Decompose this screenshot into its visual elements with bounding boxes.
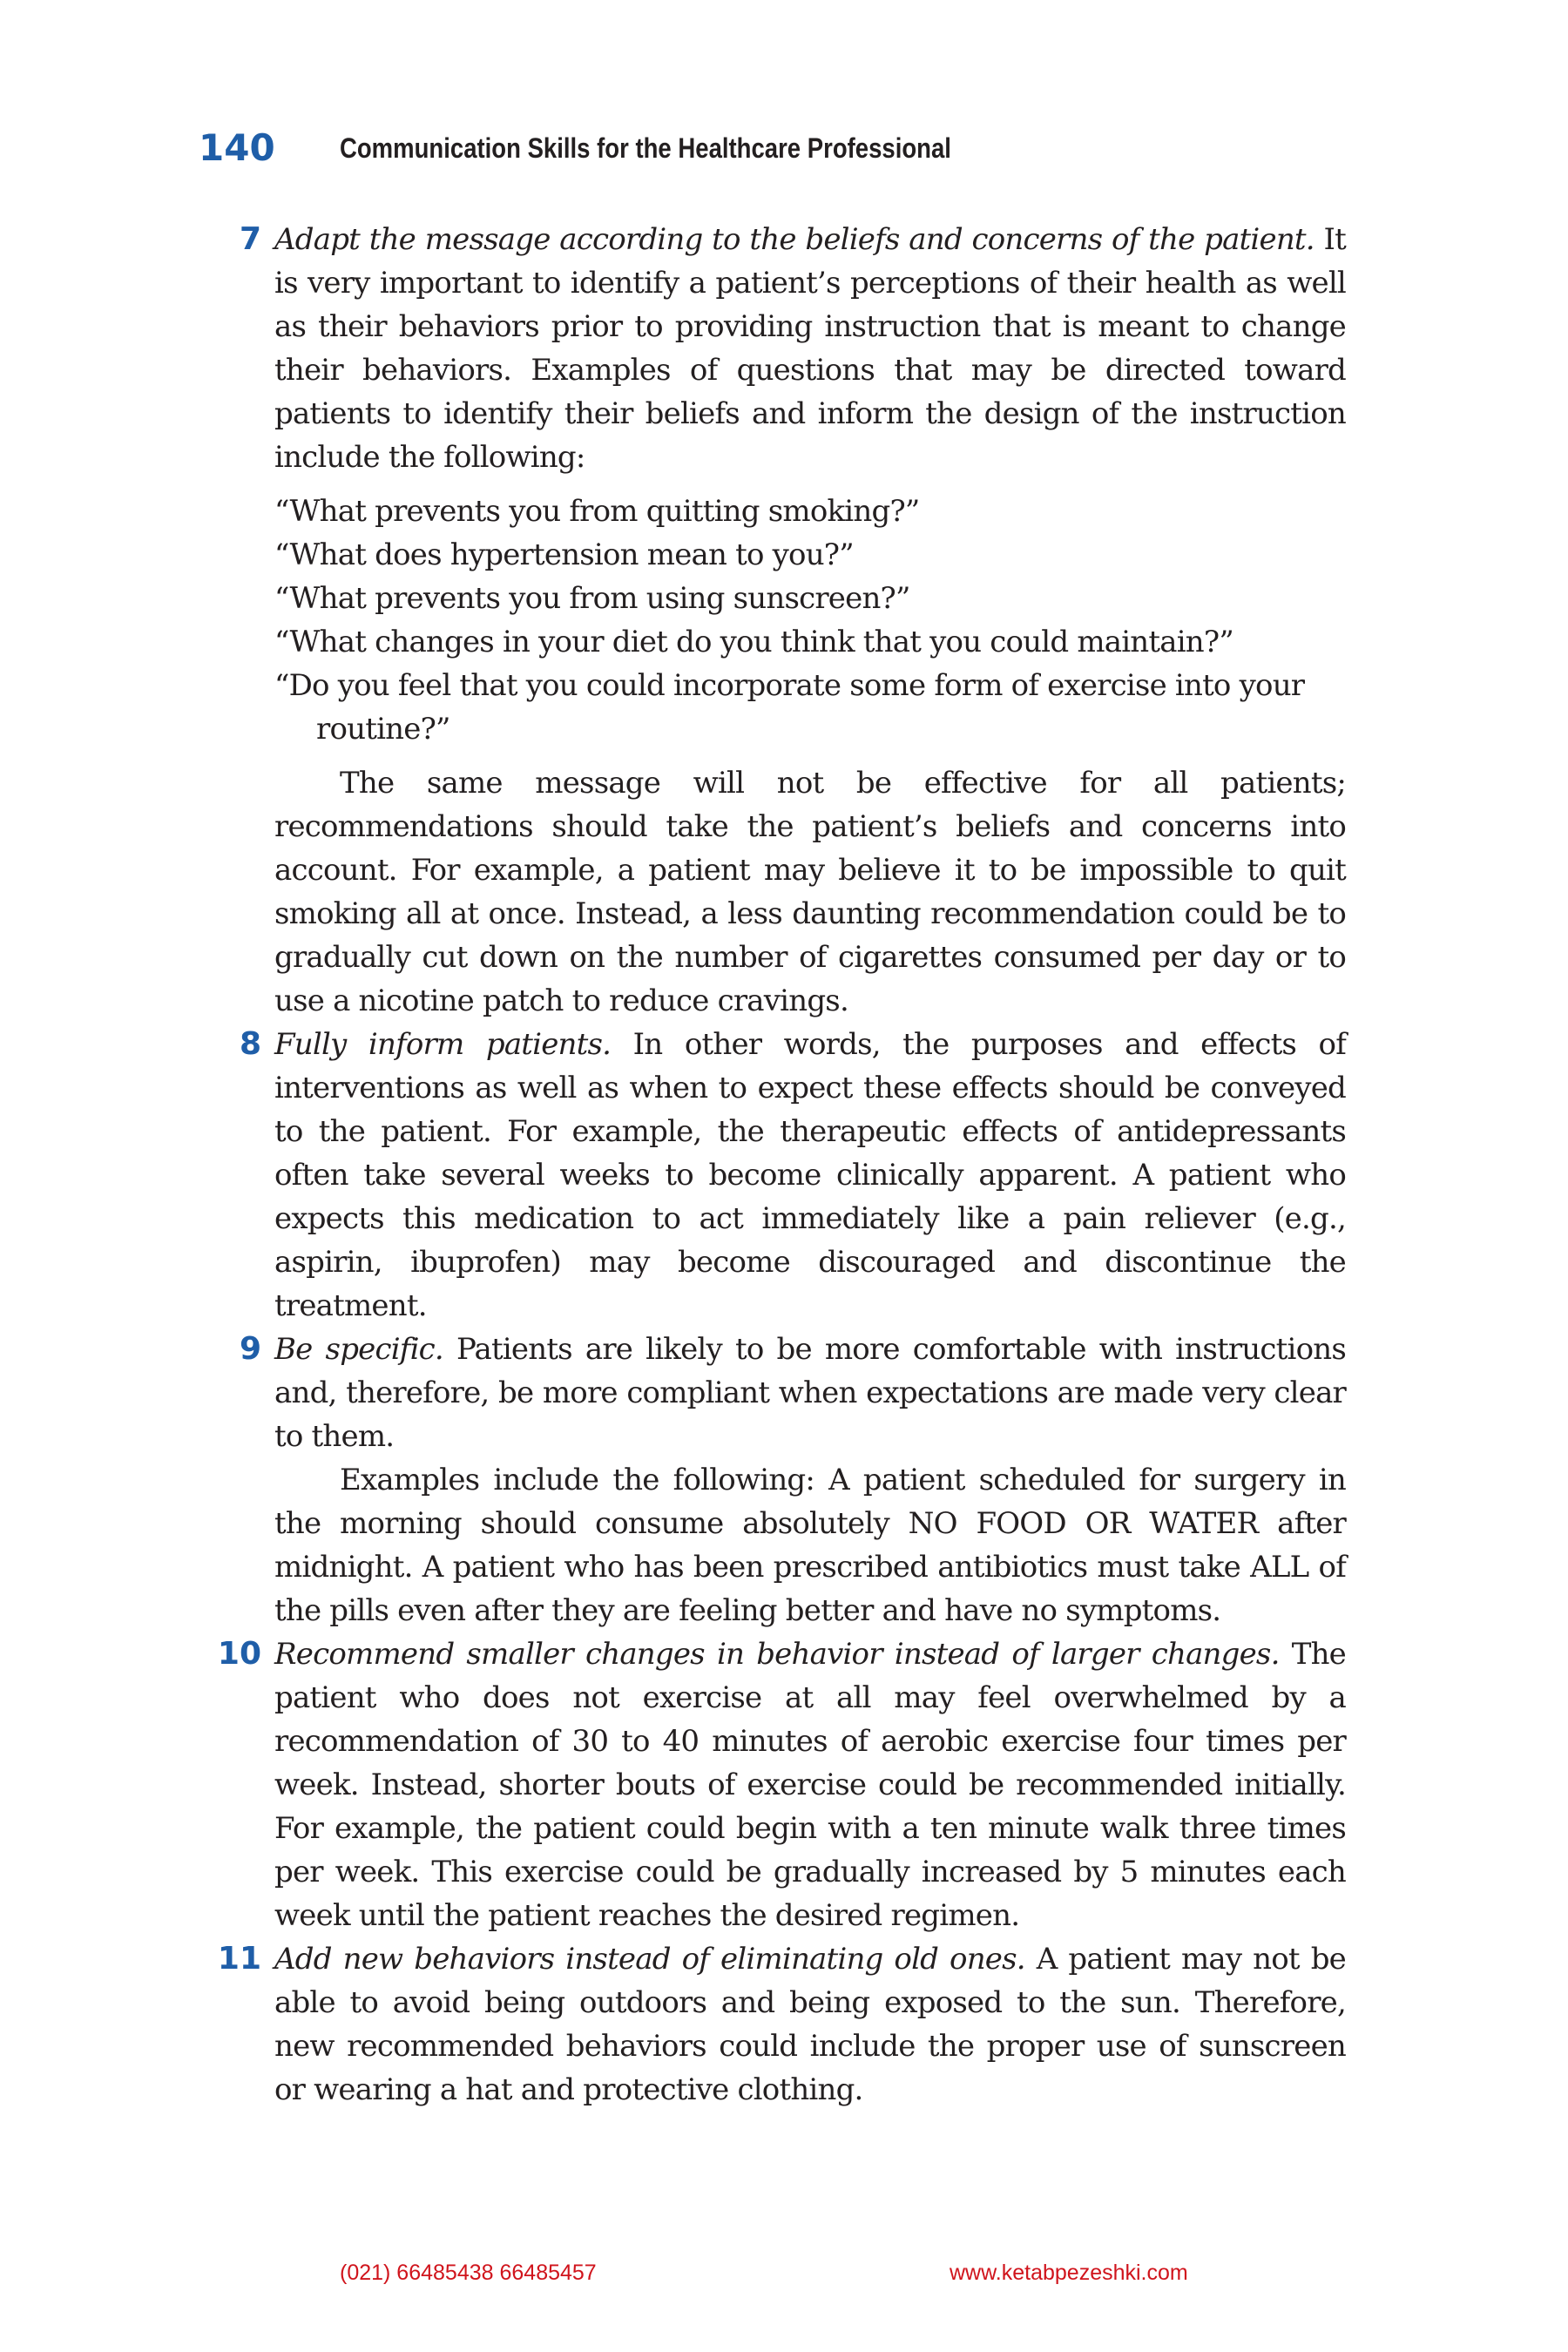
item-paragraph bbox=[274, 1632, 1346, 1937]
item-title: Add new behaviors instead of eliminating old ones. bbox=[274, 1942, 1025, 1977]
list-item-9 bbox=[239, 1328, 1346, 1632]
question-item: “What changes in your diet do you think that you could maintain?” bbox=[274, 625, 1233, 659]
item-title: Fully inform patients. bbox=[274, 1027, 612, 1062]
footer-phone: (021) 66485438 66485457 bbox=[340, 2261, 597, 2285]
item-title: Recommend smaller changes in behavior instead of larger changes. bbox=[274, 1637, 1280, 1672]
main-content bbox=[217, 218, 1346, 2112]
item-paragraph bbox=[274, 1937, 1346, 2112]
item-text: In other words, the purposes and effects of interventions as well as when to expect these effects should be conveyed to the patient. For example, the therapeutic effects of antidepressants often take several weeks to become clinically apparent. A patient who expects this medication to act immediately like a pain reliever (e.g., aspirin, ibuprofen) may become discouraged and discontinue the treatment. bbox=[274, 1027, 1346, 1323]
item-followup: The same message will not be effective for all patients; recommendations should take the patient’s beliefs and concerns into account. For example, a patient may believe it to be impossible to quit smoking all at once. Instead, a less daunting recommendation could be to gradually cut down on the number of cigarettes consumed per day or to use a nicotine patch to reduce cravings. bbox=[274, 766, 1346, 1018]
item-number: 11 bbox=[217, 1941, 261, 1977]
item-title: Be specific. bbox=[274, 1332, 443, 1367]
question-list bbox=[274, 490, 1346, 751]
page-number: 140 bbox=[199, 126, 275, 169]
item-text: The patient who does not exercise at all may feel overwhelmed by a recommendation of 30 to 40 minutes of aerobic exercise four times per week. Instead, shorter bouts of exercise could be recommended initially. For example, the patient could begin with a ten minute walk three times per week. This exercise could be gradually increased by 5 minutes each week until the patient reaches the desired regimen. bbox=[274, 1637, 1346, 1933]
item-number: 9 bbox=[239, 1331, 261, 1367]
item-paragraph bbox=[274, 218, 1346, 479]
list-item-10 bbox=[217, 1632, 1346, 1937]
item-paragraph bbox=[274, 1023, 1346, 1328]
item-title: Adapt the message according to the beliefs and concerns of the patient. bbox=[274, 222, 1315, 257]
question-item: “What prevents you from quitting smoking?” bbox=[274, 494, 920, 529]
footer-website[interactable]: www.ketabpezeshki.com bbox=[950, 2261, 1188, 2285]
list-item-8 bbox=[239, 1023, 1346, 1328]
item-number: 7 bbox=[239, 221, 261, 257]
item-text: A patient may not be able to avoid being outdoors and being exposed to the sun. Therefore, new recommended behaviors could include the proper use of sunscreen or wearing a hat and protective clothing. bbox=[274, 1942, 1346, 2107]
question-item: “Do you feel that you could incorporate some form of exercise into your routine?” bbox=[274, 668, 1305, 747]
question-item: “What does hypertension mean to you?” bbox=[274, 537, 854, 572]
list-item-7 bbox=[239, 218, 1346, 1023]
running-title: Communication Skills for the Healthcare Professional bbox=[340, 132, 951, 164]
item-number: 10 bbox=[217, 1636, 261, 1672]
item-text: It is very important to identify a patient’s perceptions of their health as well as their behaviors prior to providing instruction that is meant to change their behaviors. Examples of questions that may be directed toward patients to identify their beliefs and inform the design of the instruction include the following: bbox=[274, 222, 1346, 475]
question-item: “What prevents you from using sunscreen?” bbox=[274, 581, 910, 616]
list-item-11 bbox=[217, 1937, 1346, 2112]
page-footer bbox=[0, 2261, 1568, 2295]
item-number: 8 bbox=[239, 1026, 261, 1062]
item-paragraph bbox=[274, 1328, 1346, 1458]
item-text: Patients are likely to be more comfortable with instructions and, therefore, be more compliant when expectations are made very clear to them. bbox=[274, 1332, 1346, 1454]
item-followup: Examples include the following: A patient scheduled for surgery in the morning should consume absolutely NO FOOD OR WATER after midnight. A patient who has been prescribed antibiotics must take ALL of the pills even after they are feeling better and have no symptoms. bbox=[274, 1463, 1346, 1628]
